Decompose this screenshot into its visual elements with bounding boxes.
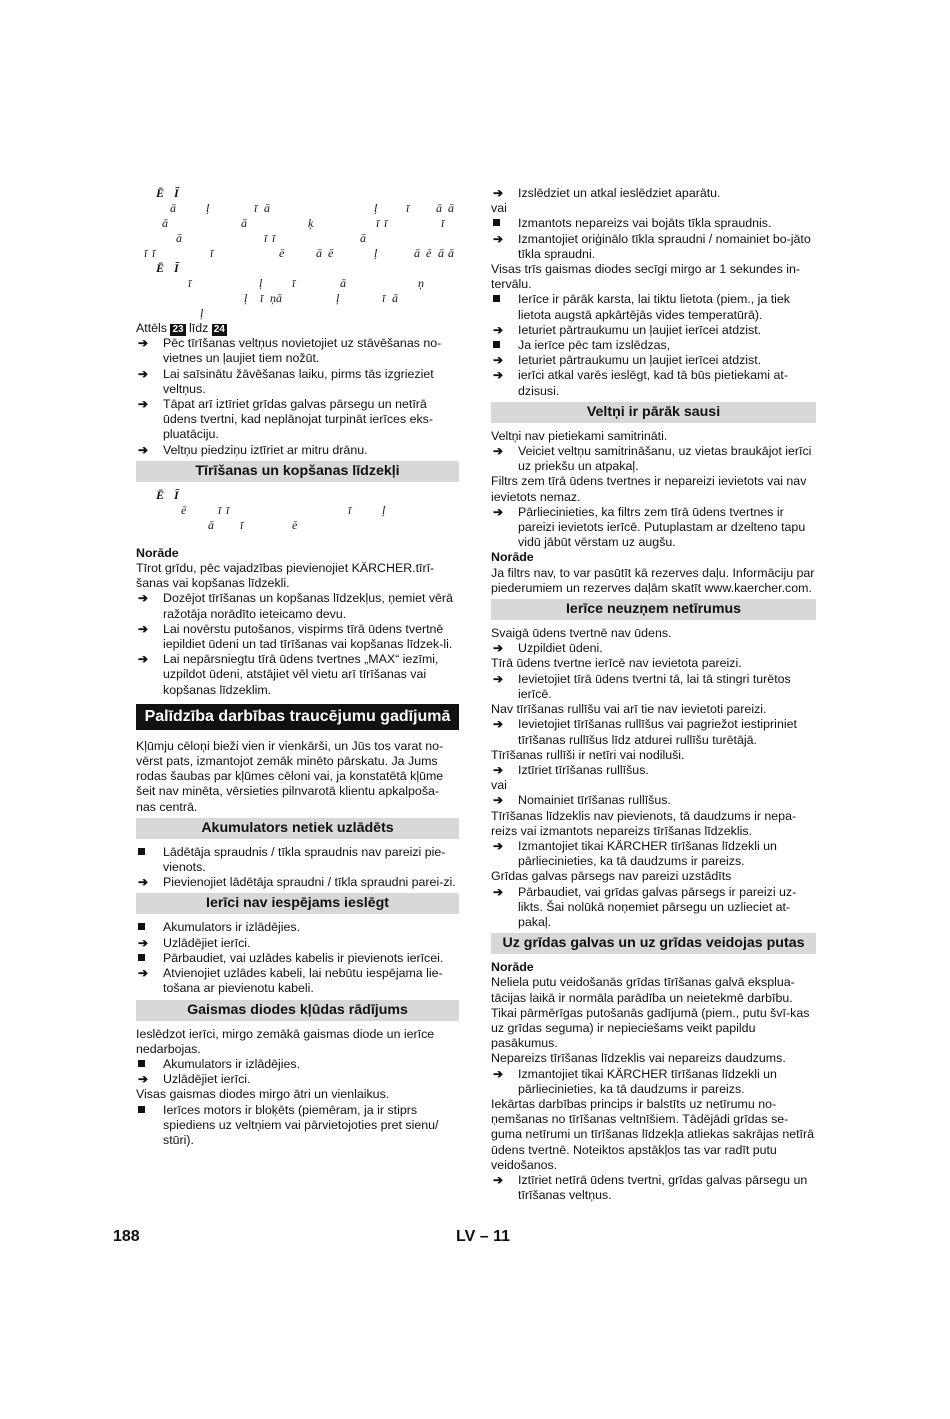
- section-heading: Veltņi ir pārāk sausi: [491, 402, 816, 423]
- note-title: Norāde: [491, 550, 534, 565]
- list-item: ➔ Veltņu piedziņu iztīriet ar mitru drānu.: [136, 443, 459, 458]
- note-text: Ja filtrs nav, to var pasūtīt kā rezerves daļu. Informāciju par piederumiem un rezerves daļām skatīt www.kaercher.com.: [491, 565, 815, 595]
- list-item: ➔ Ieturiet pārtraukumu un ļaujiet ierīcei atdzist.: [491, 323, 816, 338]
- garbled-text-line: Ē Ī: [156, 261, 179, 275]
- paragraph: Ieslēdzot ierīci, mirgo zemākā gaismas diode un ierīce nedarbojas.: [136, 1026, 435, 1056]
- paragraph: Filtrs zem tīrā ūdens tvertnes ir nepareizi ievietots vai nav ievietots nemaz.: [491, 474, 807, 504]
- paragraph: Tīrā ūdens tvertne ierīcē nav ievietota pareizi.: [491, 656, 742, 671]
- arrow-icon: [138, 397, 160, 412]
- square-bullet-icon: [493, 216, 515, 231]
- arrow-icon: [493, 353, 515, 368]
- garbled-text-line: Ē Ī: [156, 186, 179, 200]
- list-item: ➔ Atvienojiet uzlādes kabeli, lai nebūtu iespējama lie-tošana ar pievienotu kabeli.: [136, 966, 459, 996]
- arrow-icon: [138, 966, 160, 981]
- list-item: ➔ Lai novērstu putošanos, vispirms tīrā ūdens tvertnē iepildiet ūdeni un tad tīrīšanas vai kopšanas līdzek-li.: [136, 622, 459, 652]
- list-item: ➔ Nomainiet tīrīšanas rullīšus.: [491, 793, 816, 808]
- page-code: LV – 11: [456, 1228, 510, 1245]
- arrow-icon: [493, 839, 515, 854]
- list-item: Lādētāja spraudnis / tīkla spraudnis nav pareizi pie-vienots.: [136, 845, 459, 875]
- list-item: Akumulators ir izlādējies.: [136, 920, 459, 935]
- arrow-icon: [138, 367, 160, 382]
- paragraph: Veltņi nav pietiekami samitrināti.: [491, 428, 668, 443]
- list-item: ➔ Pēc tīrīšanas veltņus novietojiet uz stāvēšanas no-vietnes un ļaujiet tiem nožūt.: [136, 336, 459, 366]
- main-heading: Palīdzība darbības traucējumu gadījumā: [136, 704, 459, 730]
- square-bullet-icon: [493, 338, 515, 353]
- square-bullet-icon: [138, 845, 160, 860]
- arrow-icon: [493, 763, 515, 778]
- garbled-text-line: ā ā ķ ī ī ī: [162, 216, 445, 230]
- figure-ref-prefix: Attēls: [136, 321, 167, 335]
- list-item: ➔ Ievietojiet tīrīšanas rullīšus vai pagriežot iestipriniet tīrīšanas rullīšus līdz atdurei rullīšu turētājā.: [491, 717, 816, 747]
- arrow-icon: [138, 622, 160, 637]
- list-item: ➔ Iztīriet netīrā ūdens tvertni, grīdas galvas pārsegu un tīrīšanas veltņus.: [491, 1173, 816, 1203]
- list-item: Izmantots nepareizs vai bojāts tīkla spraudnis.: [491, 216, 816, 231]
- arrow-icon: [138, 936, 160, 951]
- list-item: ➔ Uzlādējiet ierīci.: [136, 936, 459, 951]
- paragraph: Tīrīšanas rullīši ir netīri vai nodiluši.: [491, 747, 685, 762]
- garbled-text-line: ī ļ ī ā ņ: [188, 276, 424, 290]
- arrow-icon: [493, 717, 515, 732]
- square-bullet-icon: [138, 1057, 160, 1072]
- figure-badge: 24: [213, 324, 225, 335]
- arrow-icon: [138, 1072, 160, 1087]
- list-item: ➔ Izslēdziet un atkal ieslēdziet aparātu.: [491, 186, 816, 201]
- garbled-text-line: ļ ī ņā ļ ī ā: [244, 291, 398, 305]
- list-item: ➔ ierīci atkal varēs ieslēgt, kad tā būs pietiekami at-dzisusi.: [491, 368, 816, 398]
- arrow-icon: [493, 232, 515, 247]
- figure-ref-middle: līdz: [189, 321, 209, 335]
- paragraph: Nepareizs tīrīšanas līdzeklis vai nepareizs daudzums.: [491, 1051, 786, 1066]
- garbled-text-line: Ē Ī: [156, 487, 179, 502]
- list-item: ➔ Dozējot tīrīšanas un kopšanas līdzekļus, ņemiet vērā ražotāja norādīto ieteicamo devu.: [136, 591, 459, 621]
- garbled-text-line: ā ļ ī ā ļ ī ā ā: [170, 201, 454, 215]
- list-item: ➔ Izmantojiet tikai KÄRCHER tīrīšanas līdzekli un pārliecinieties, ka tā daudzums ir pareizs.: [491, 1067, 816, 1097]
- list-item: ➔ Lai saīsinātu žāvēšanas laiku, pirms tās izgrieziet veltņus.: [136, 367, 459, 397]
- arrow-icon: [493, 672, 515, 687]
- arrow-icon: [138, 443, 160, 458]
- square-bullet-icon: [493, 292, 515, 307]
- paragraph: Nav tīrīšanas rullīšu vai arī tie nav ievietoti pareizi.: [491, 702, 767, 717]
- note-title: Norāde: [491, 960, 534, 975]
- arrow-icon: [493, 1067, 515, 1082]
- list-item: Ierīces motors ir bloķēts (piemēram, ja ir stiprs spiediens uz veltņiem vai pārvietojoties pret sienu/ stūri).: [136, 1103, 459, 1149]
- section-heading: Ierīce neuzņem netīrumus: [491, 599, 816, 620]
- arrow-icon: [138, 336, 160, 351]
- right-column: [491, 186, 816, 1203]
- list-item: ➔ Ieturiet pārtraukumu un ļaujiet ierīcei atdzist.: [491, 353, 816, 368]
- paragraph: Svaigā ūdens tvertnē nav ūdens.: [491, 626, 672, 641]
- square-bullet-icon: [138, 951, 160, 966]
- section-heading: Gaismas diodes kļūdas rādījums: [136, 1000, 459, 1021]
- section-heading: Ierīci nav iespējams ieslēgt: [136, 893, 459, 914]
- paragraph: Iekārtas darbības princips ir balstīts uz netīrumu no-ņemšanas no tīrīšanas veltnīšiem. Tādējādi grīdas se-guma netīrumi un tīrīšanas līdzekļa atliekas sakrājas netīrā ūdens tvertnē. Noteiktos apstākļos tas var radīt putu veidošanos.: [491, 1096, 814, 1172]
- figure-reference: [136, 321, 459, 336]
- list-item: ➔ Uzpildiet ūdeni.: [491, 641, 816, 656]
- section-heading: Uz grīdas galvas un uz grīdas veidojas putas: [491, 933, 816, 954]
- list-item: ➔ Izmantojiet oriģinālo tīkla spraudni / nomainiet bo-jāto tīkla spraudni.: [491, 232, 816, 262]
- list-item: Pārbaudiet, vai uzlādes kabelis ir pievienots ierīcei.: [136, 951, 459, 966]
- arrow-icon: [493, 885, 515, 900]
- garbled-text-line: ī ī ī ē ā ē ļ ā ē ā ā: [144, 246, 454, 260]
- intro-paragraph: Kļūmju cēloņi bieži vien ir vienkārši, un Jūs tos varat no-vērst pats, izmantojot zemāk minēto pārskatu. Ja Jums rodas šaubas par kļūmes cēloni vai, ja konstatētā kļūme šeit nav minēta, vērsieties pilnvarotā klientu apkalpoša-nas centrā.: [136, 738, 444, 814]
- arrow-icon: [493, 505, 515, 520]
- square-bullet-icon: [138, 1103, 160, 1118]
- arrow-icon: [493, 186, 515, 201]
- left-column: [136, 186, 459, 1148]
- note-title: Norāde: [136, 545, 179, 560]
- paragraph: Visas gaismas diodes mirgo ātri un vienlaikus.: [136, 1087, 390, 1102]
- note-text: Neliela putu veidošanās grīdas tīrīšanas galvā eksplua-tācijas laikā ir normāla parādība un neietekmē darbību. Tikai pārmērīgas putošanās gadījumā (piem., putu švī-kas uz grīdas seguma) ir nepieciešams veikt papildu pasākumus.: [491, 975, 810, 1051]
- list-item: Ja ierīce pēc tam izslēdzas,: [491, 338, 816, 353]
- list-item: Ierīce ir pārāk karsta, lai tiktu lietota (piem., ja tiek lietota augstā apkārtējās vides temperatūrā).: [491, 292, 816, 322]
- list-item: ➔ Pārliecinieties, ka filtrs zem tīrā ūdens tvertnes ir pareizi ievietots ierīcē. Putuplastam ar dzelteno tapu vidū jābūt vērstam uz augšu.: [491, 505, 816, 551]
- list-item: ➔ Pievienojiet lādētāja spraudni / tīkla spraudni parei-zi.: [136, 875, 459, 890]
- paragraph: Visas trīs gaismas diodes secīgi mirgo ar 1 sekundes in-tervālu.: [491, 262, 800, 292]
- note-text: Tīrot grīdu, pēc vajadzības pievienojiet KÄRCHER.tīrī-šanas vai kopšanas līdzekli.: [136, 561, 435, 591]
- page-number: 188: [113, 1228, 140, 1245]
- arrow-icon: [138, 875, 160, 890]
- garbled-text-line: ļ: [200, 306, 204, 320]
- or-text: vai: [491, 201, 507, 216]
- arrow-icon: [138, 652, 160, 667]
- arrow-icon: [493, 323, 515, 338]
- garbled-text-line: ā ī ī ā: [176, 231, 366, 245]
- paragraph: Tīrīšanas līdzeklis nav pievienots, tā daudzums ir nepa-reizs vai izmantots nepareizs tīrīšanas līdzeklis.: [491, 808, 797, 838]
- arrow-icon: [493, 1173, 515, 1188]
- arrow-icon: [493, 368, 515, 383]
- garbled-text-line: ē ī ī ī ļ: [181, 502, 386, 517]
- list-item: ➔ Pārbaudiet, vai grīdas galvas pārsegs ir pareizi uz-likts. Šai nolūkā noņemiet pārsegu un uzlieciet at-pakaļ.: [491, 885, 816, 931]
- section-heading: Akumulators netiek uzlādēts: [136, 818, 459, 839]
- list-item: Akumulators ir izlādējies.: [136, 1057, 459, 1072]
- list-item: ➔ Tāpat arī iztīriet grīdas galvas pārsegu un netīrā ūdens tvertni, kad neplānojat turpināt ierīces eks-pluatāciju.: [136, 397, 459, 443]
- arrow-icon: [493, 793, 515, 808]
- arrow-icon: [138, 591, 160, 606]
- list-item: ➔ Uzlādējiet ierīci.: [136, 1072, 459, 1087]
- list-item: ➔ Ievietojiet tīrā ūdens tvertni tā, lai tā stingri turētos ierīcē.: [491, 672, 816, 702]
- list-item: ➔ Lai nepārsniegtu tīrā ūdens tvertnes „MAX“ iezīmi, uzpildot ūdeni, atstājiet vēl vietu arī tīrīšanas vai kopšanas līdzeklim.: [136, 652, 459, 698]
- arrow-icon: [493, 641, 515, 656]
- or-text: vai: [491, 778, 507, 793]
- list-item: ➔ Veiciet veltņu samitrināšanu, uz vietas braukājot ierīci uz priekšu un atpakaļ.: [491, 444, 816, 474]
- section-heading: Tīrīšanas un kopšanas līdzekļi: [136, 461, 459, 482]
- garbled-text-line: ā ī ē: [208, 517, 298, 532]
- paragraph: Grīdas galvas pārsegs nav pareizi uzstādīts: [491, 869, 732, 884]
- list-item: ➔ Izmantojiet tikai KÄRCHER tīrīšanas līdzekli un pārliecinieties, ka tā daudzums ir pareizs.: [491, 839, 816, 869]
- arrow-icon: [493, 444, 515, 459]
- square-bullet-icon: [138, 920, 160, 935]
- figure-badge: 23: [172, 324, 184, 335]
- list-item: ➔ Iztīriet tīrīšanas rullīšus.: [491, 763, 816, 778]
